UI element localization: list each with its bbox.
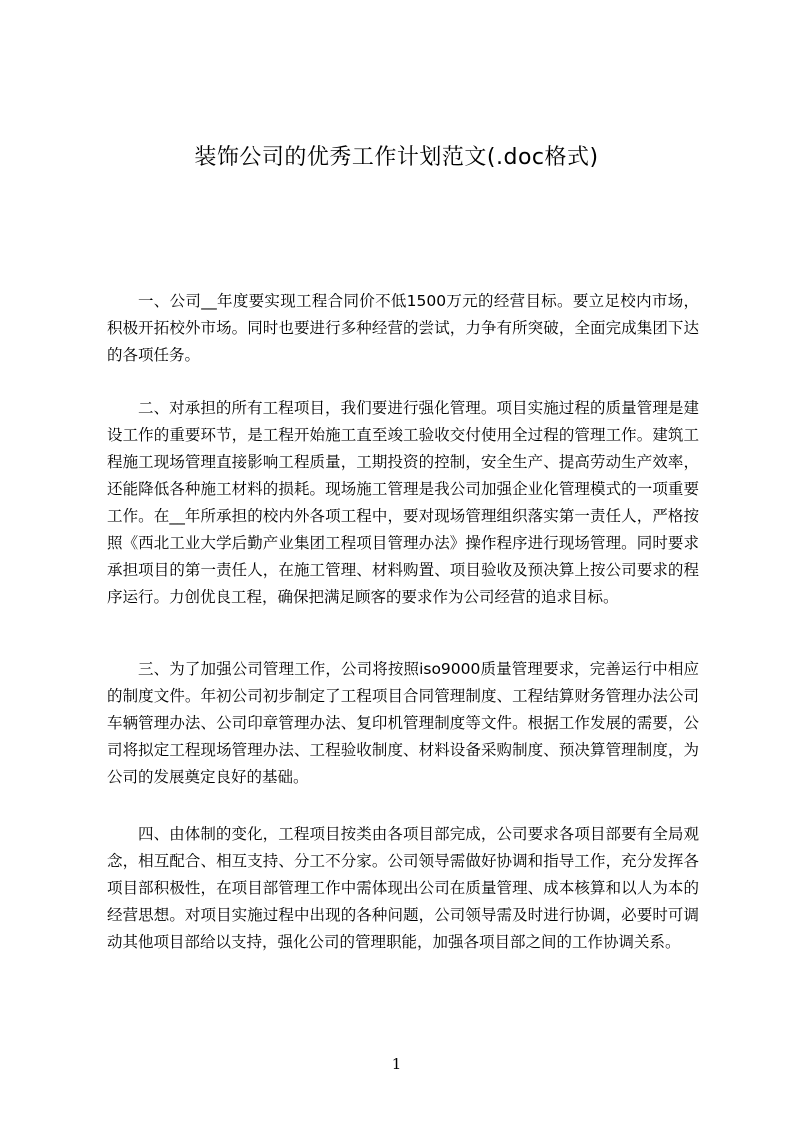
paragraph-3: 三、为了加强公司管理工作，公司将按照iso9000质量管理要求，完善运行中相应的制度文件。年初公司初步制定了工程项目合同管理制度、工程结算财务管理办法公司车辆管理办法、公司印章管理办法、复印机管理制度等文件。根据工作发展的需要，公司将拟定工程现场管理办法、工程验收制度、材料设备采购制度、预决算管理制度，为公司的发展奠定良好的基础。 [107, 660, 699, 786]
page-number: 1 [391, 1055, 402, 1073]
paragraph-2: 二、对承担的所有工程项目，我们要进行强化管理。项目实施过程的质量管理是建设工作的重要环节，是工程开始施工直至竣工验收交付使用全过程的管理工作。建筑工程施工现场管理直接影响工程质量，工期投资的控制，安全生产、提高劳动生产效率，还能降低各种施工材料的损耗。现场施工管理是我公司加强企业化管理模式的一项重要工作。在__年所承担的校内外各项工程中，要对现场管理组织落实第一责任人，严格按照《西北工业大学后勤产业集团工程项目管理办法》操作程序进行现场管理。同时要求承担项目的第一责任人，在施工管理、材料购置、项目验收及预决算上按公司要求的程序运行。力创优良工程，确保把满足顾客的要求作为公司经营的追求目标。 [107, 399, 699, 606]
paragraph-4: 四、由体制的变化，工程项目按类由各项目部完成，公司要求各项目部要有全局观念，相互配合、相互支持、分工不分家。公司领导需做好协调和指导工作，充分发挥各项目部积极性，在项目部管理工作中需体现出公司在质量管理、成本核算和以人为本的经营思想。对项目实施过程中出现的各种问题，公司领导需及时进行协调，必要时可调动其他项目部给以支持，强化公司的管理职能，加强各项目部之间的工作协调关系。 [107, 825, 699, 951]
document-title: 装饰公司的优秀工作计划范文(.doc格式) [194, 145, 599, 170]
paragraph-1: 一、公司__年度要实现工程合同价不低1500万元的经营目标。要立足校内市场，积极开拓校外市场。同时也要进行多种经营的尝试，力争有所突破，全面完成集团下达的各项任务。 [107, 292, 699, 364]
